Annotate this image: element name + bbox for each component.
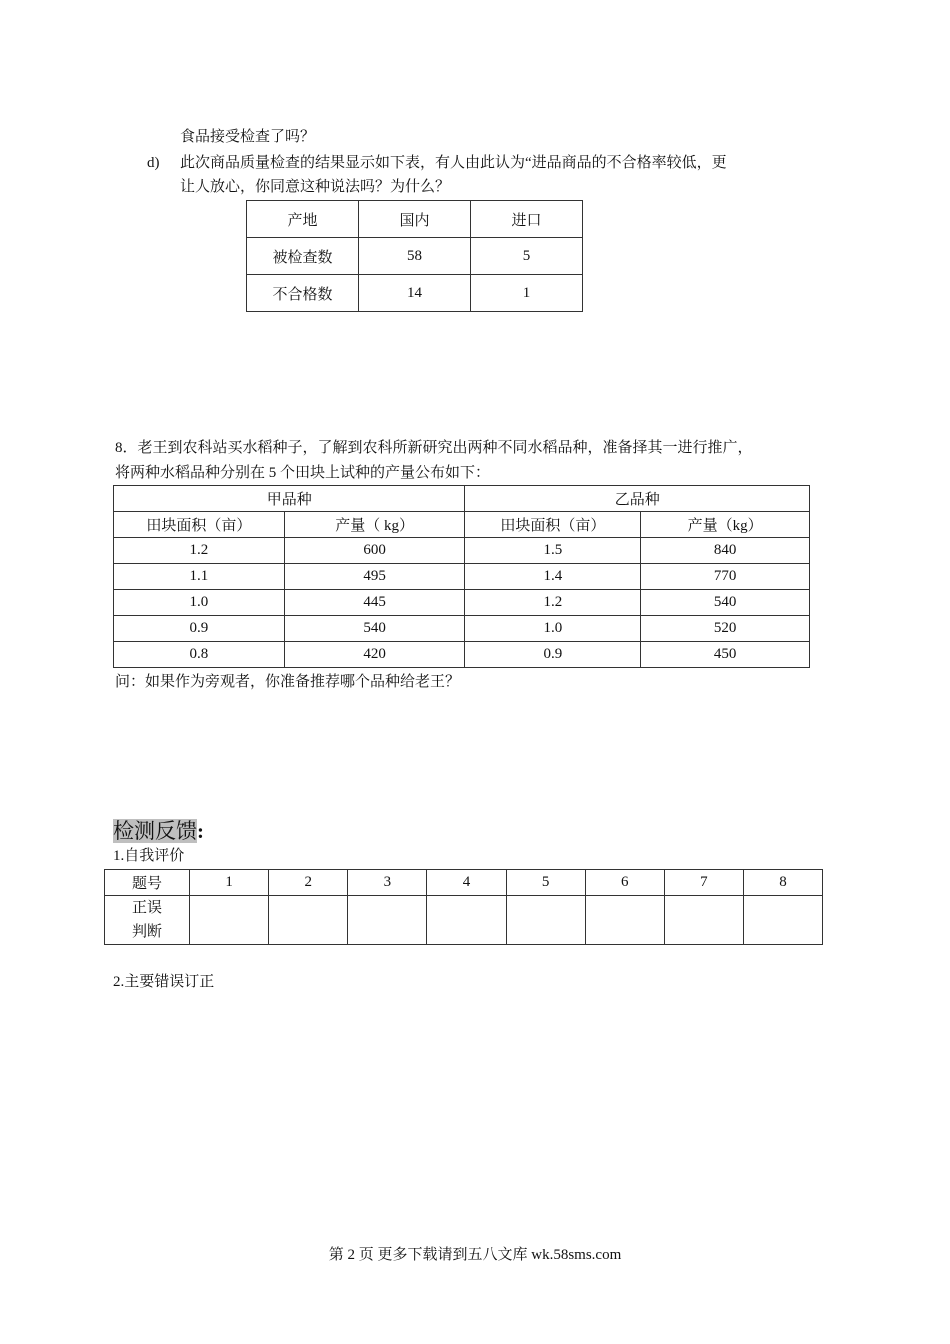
feedback-item1: 1.自我评价 <box>113 848 185 864</box>
table-cell: 540 <box>641 590 810 616</box>
table-cell: 840 <box>641 538 810 564</box>
table-cell: 1 <box>190 870 269 896</box>
row-label-judgement <box>105 896 190 945</box>
answer-cell[interactable] <box>427 896 506 945</box>
row-label-judgement-line2: 判断 <box>131 924 162 940</box>
table-cell: 1.0 <box>465 616 641 642</box>
row-label-judgement-line1: 正误 <box>131 900 162 916</box>
table-row <box>114 590 810 616</box>
table-header-cell: 田块面积（亩） <box>114 512 285 538</box>
table-cell: 2 <box>269 870 348 896</box>
table-cell: 1.1 <box>114 564 285 590</box>
table-cell: 进口 <box>471 201 583 238</box>
table-row <box>114 538 810 564</box>
answer-cell[interactable] <box>664 896 743 945</box>
table-header-cell: 产量（ kg） <box>284 512 465 538</box>
table-cell: 14 <box>359 275 471 312</box>
answer-cell[interactable] <box>585 896 664 945</box>
table-cell: 770 <box>641 564 810 590</box>
group-b-header: 乙品种 <box>465 486 810 512</box>
table-cell: 495 <box>284 564 465 590</box>
table-cell: 0.8 <box>114 642 285 668</box>
feedback-heading <box>113 816 204 846</box>
row-label-question-number: 题号 <box>105 870 190 896</box>
feedback-colon: : <box>197 819 204 843</box>
table-cell: 国内 <box>359 201 471 238</box>
q7-continued-line: 食品接受检查了吗？ <box>180 129 316 145</box>
table-row <box>247 201 583 238</box>
table-cell: 不合格数 <box>247 275 359 312</box>
answer-cell[interactable] <box>743 896 822 945</box>
table-row <box>247 238 583 275</box>
table-cell: 450 <box>641 642 810 668</box>
q8-line2: 将两种水稻品种分别在 5 个田块上试种的产量公布如下： <box>115 465 491 481</box>
answer-cell[interactable] <box>269 896 348 945</box>
table-cell: 58 <box>359 238 471 275</box>
q7-origin-table <box>246 200 583 312</box>
table-cell: 445 <box>284 590 465 616</box>
table-header-cell: 田块面积（亩） <box>465 512 641 538</box>
table-cell: 1.2 <box>465 590 641 616</box>
table-row <box>247 275 583 312</box>
q7-d-label: d) <box>147 155 160 171</box>
table-row <box>105 870 823 896</box>
table-cell: 4 <box>427 870 506 896</box>
table-cell: 600 <box>284 538 465 564</box>
table-cell: 6 <box>585 870 664 896</box>
table-cell: 8 <box>743 870 822 896</box>
table-row <box>114 642 810 668</box>
table-cell: 7 <box>664 870 743 896</box>
q8-yield-table <box>113 485 810 668</box>
table-row <box>114 486 810 512</box>
table-cell: 5 <box>506 870 585 896</box>
feedback-title: 检测反馈 <box>113 819 197 843</box>
table-cell: 3 <box>348 870 427 896</box>
table-cell: 1.0 <box>114 590 285 616</box>
q7-d-line2: 让人放心，你同意这种说法吗？为什么？ <box>180 179 451 195</box>
table-cell: 520 <box>641 616 810 642</box>
table-cell: 5 <box>471 238 583 275</box>
answer-cell[interactable] <box>190 896 269 945</box>
table-row <box>114 616 810 642</box>
table-cell: 产地 <box>247 201 359 238</box>
table-cell: 1.5 <box>465 538 641 564</box>
feedback-item2: 2.主要错误订正 <box>113 974 215 990</box>
table-cell: 0.9 <box>114 616 285 642</box>
table-cell: 0.9 <box>465 642 641 668</box>
table-header-cell: 产量（kg） <box>641 512 810 538</box>
q7-d-line1: 此次商品质量检查的结果显示如下表，有人由此认为“进品商品的不合格率较低，更 <box>180 155 727 171</box>
table-cell: 1 <box>471 275 583 312</box>
group-a-header: 甲品种 <box>114 486 465 512</box>
answer-cell[interactable] <box>348 896 427 945</box>
table-row <box>114 512 810 538</box>
answer-cell[interactable] <box>506 896 585 945</box>
page-footer: 第 2 页 更多下载请到五八文库 wk.58sms.com <box>328 1247 622 1263</box>
table-row <box>114 564 810 590</box>
q8-line1: 8．老王到农科站买水稻种子，了解到农科所新研究出两种不同水稻品种，准备择其一进行推广， <box>115 440 753 456</box>
table-cell: 540 <box>284 616 465 642</box>
table-row <box>105 896 823 945</box>
table-cell: 420 <box>284 642 465 668</box>
table-cell: 1.2 <box>114 538 285 564</box>
table-cell: 被检查数 <box>247 238 359 275</box>
q8-question: 问：如果作为旁观者，你准备推荐哪个品种给老王？ <box>115 674 461 690</box>
table-cell: 1.4 <box>465 564 641 590</box>
self-evaluation-table <box>104 869 823 945</box>
